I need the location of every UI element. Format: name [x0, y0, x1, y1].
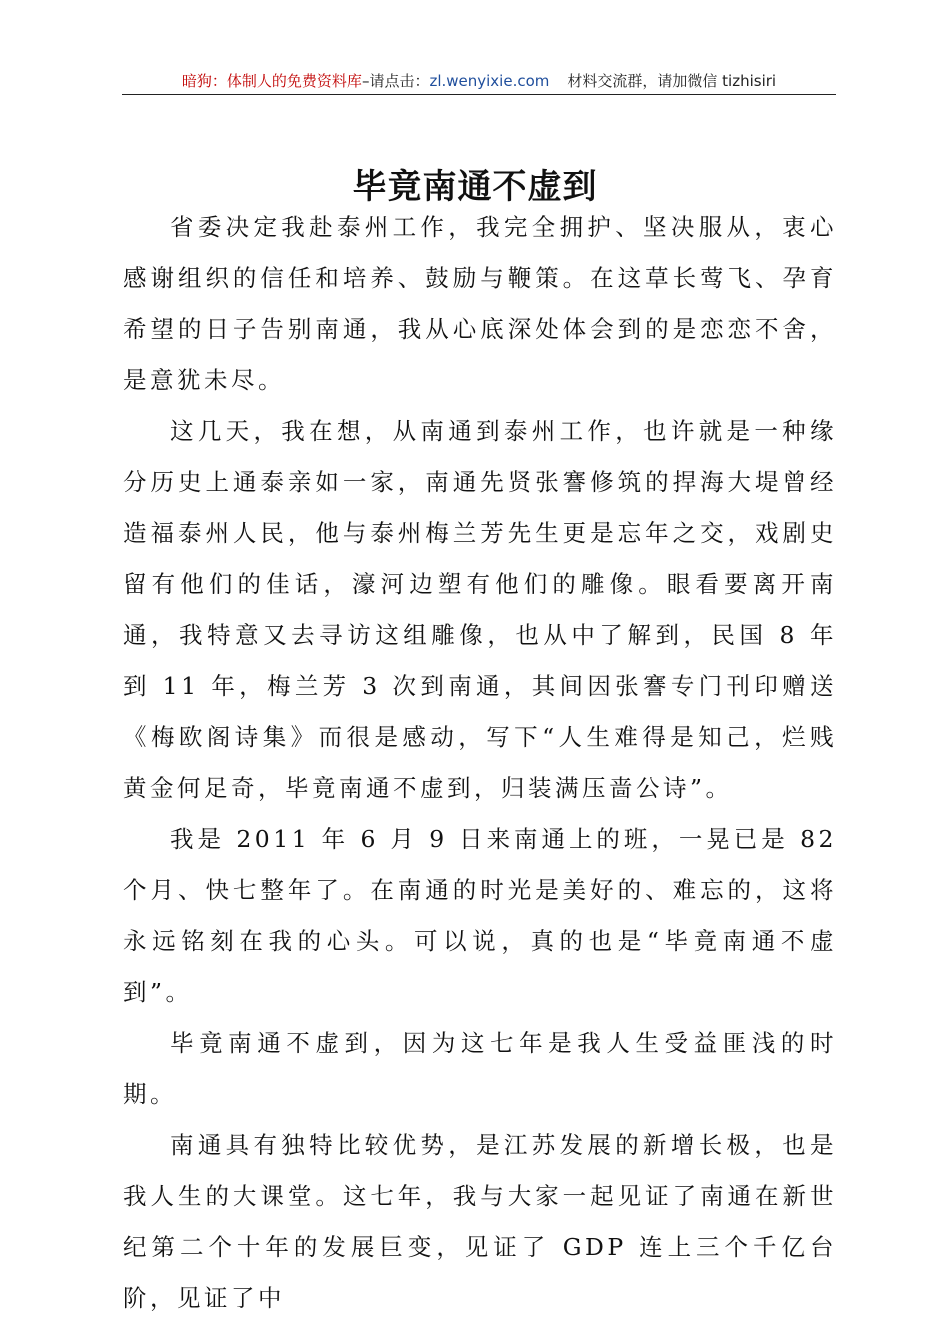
header-click-label: –请点击： — [361, 72, 430, 90]
document-body — [123, 202, 837, 1324]
page-header — [122, 68, 836, 95]
document-title: 毕竟南通不虚到 — [352, 166, 598, 207]
header-brand: 暗狗：体制人的免费资料库 — [181, 72, 362, 90]
paragraph: 我是 2011 年 6 月 9 日来南通上的班，一晃已是 82 个月、快七整年了。在南通的时光是美好的、难忘的，这将永远铭刻在我的心头。可以说，真的也是“毕竟南通不虚到”。 — [123, 825, 837, 1006]
paragraph: 毕竟南通不虚到，因为这七年是我人生受益匪浅的时期。 — [123, 1029, 837, 1108]
paragraph: 这几天，我在想，从南通到泰州工作，也许就是一种缘分历史上通泰亲如一家，南通先贤张謇修筑的捍海大堤曾经造福泰州人民，他与泰州梅兰芳先生更是忘年之交，戏剧史留有他们的佳话，濠河边塑有他们的雕像。眼看要离开南通，我特意又去寻访这组雕像，也从中了解到，民国 8 年到 11 年，梅兰芳 3 次到南通，其间因张謇专门刊印赠送《梅欧阁诗集》而很是感动，写下“人生难得是知己，烂贱黄金何足奇，毕竟南通不虚到，归装满压啬公诗”。 — [123, 417, 837, 802]
paragraph: 南通具有独特比较优势，是江苏发展的新增长极，也是我人生的大课堂。这七年，我与大家一起见证了南通在新世纪第二个十年的发展巨变，见证了 GDP 连上三个千亿台阶，见证了中 — [123, 1131, 837, 1312]
header-url-link[interactable]: zl.wenyixie.com — [429, 72, 550, 90]
header-group-text: 材料交流群，请加微信 tizhisiri — [567, 72, 777, 90]
paragraph: 省委决定我赴泰州工作，我完全拥护、坚决服从，衷心感谢组织的信任和培养、鼓励与鞭策。在这草长莺飞、孕育希望的日子告别南通，我从心底深处体会到的是恋恋不舍，是意犹未尽。 — [123, 213, 837, 394]
